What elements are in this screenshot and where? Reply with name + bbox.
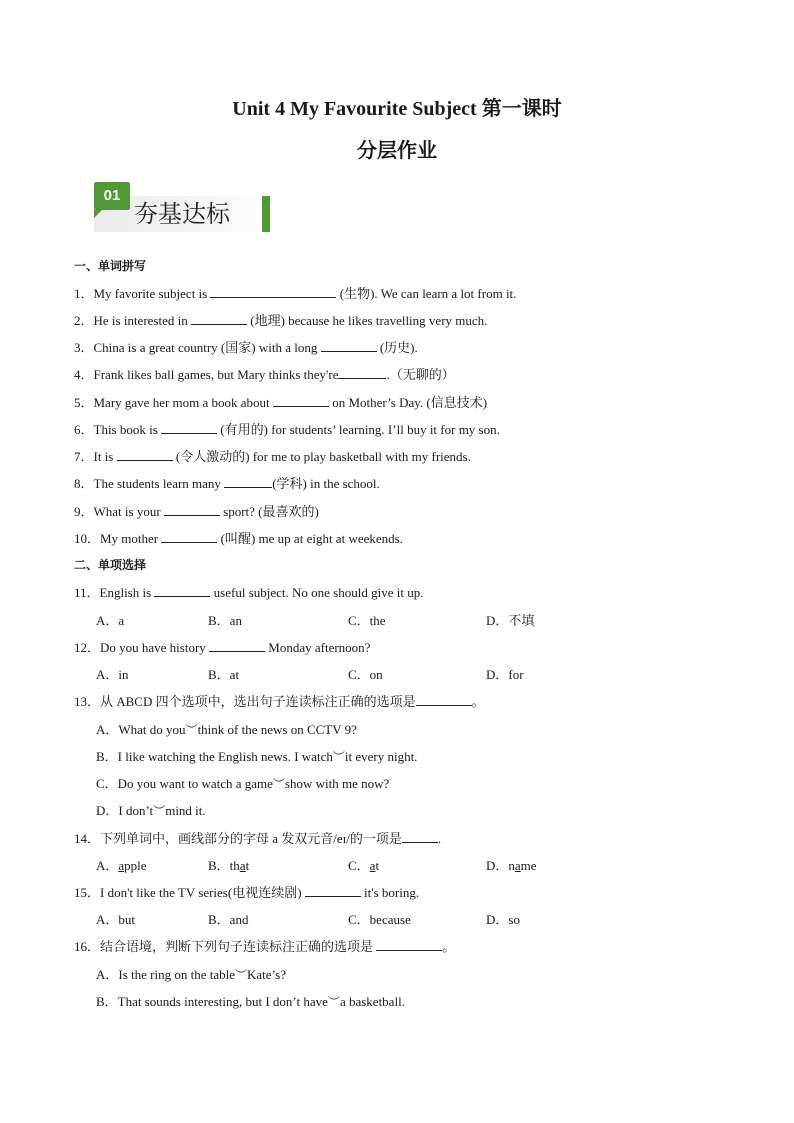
option-c[interactable]: C．on — [348, 667, 383, 682]
answer-blank[interactable] — [164, 503, 220, 516]
question-text: (历史). — [376, 340, 418, 355]
answer-blank[interactable] — [376, 938, 442, 951]
question-text: .（无聊的） — [386, 367, 455, 382]
answer-blank[interactable] — [402, 830, 438, 843]
option-text: A．Is the ring on the table — [96, 967, 235, 982]
question-text: useful subject. No one should give it up. — [210, 585, 424, 600]
question-text: 11．English is — [74, 585, 155, 600]
question-7 — [74, 448, 471, 466]
option-b[interactable] — [96, 993, 405, 1011]
option-d[interactable] — [96, 802, 206, 820]
question-text: 13．从 ABCD 四个选项中，选出句子连读标注正确的选项是 — [74, 694, 416, 709]
answer-blank[interactable] — [191, 312, 247, 325]
question-text: 1．My favorite subject is — [74, 286, 211, 301]
option-text: a basketball. — [339, 994, 405, 1009]
question-text: 6．This book is — [74, 422, 162, 437]
option-a[interactable]: A．in — [96, 667, 129, 682]
option-d[interactable]: D．so — [486, 912, 520, 927]
option-c[interactable]: C．because — [348, 912, 411, 927]
underlined-letter: a — [514, 858, 521, 873]
linking-mark-icon: ︶ — [327, 995, 340, 1009]
question-4 — [74, 366, 455, 384]
answer-blank[interactable] — [224, 475, 272, 488]
question-text: (生物). We can learn a lot from it. — [336, 286, 517, 301]
underlined-letter: a — [118, 858, 125, 873]
option-text: C．Do you want to watch a game — [96, 776, 273, 791]
question-10 — [74, 530, 403, 548]
question-text: (有用的) for students’ learning. I’ll buy it for my son. — [217, 422, 500, 437]
answer-blank[interactable] — [154, 584, 210, 597]
option-text: B．That sounds interesting, but I don’t have — [96, 994, 328, 1009]
section-heading-choice: 二、单项选择 — [74, 558, 147, 572]
option-text: B．I like watching the English news. I watch — [96, 749, 333, 764]
question-text: 9．What is your — [74, 504, 164, 519]
option-text: Kate’s? — [247, 967, 286, 982]
option-text: t — [245, 858, 250, 873]
answer-blank[interactable] — [273, 394, 329, 407]
question-text: 3．China is a great country (国家) with a long — [74, 340, 321, 355]
option-text: D．n — [486, 858, 515, 873]
option-text: show with me now? — [284, 776, 390, 791]
banner-number: 01 — [94, 182, 130, 210]
question-15 — [74, 884, 419, 902]
question-text: 2．He is interested in — [74, 313, 191, 328]
option-text: t — [375, 858, 380, 873]
linking-mark-icon: ︶ — [272, 777, 285, 791]
question-text: 8．The students learn many — [74, 476, 225, 491]
option-text: pple — [124, 858, 147, 873]
question-2 — [74, 312, 487, 330]
answer-blank[interactable] — [209, 639, 265, 652]
option-c[interactable] — [348, 857, 379, 875]
option-text: me — [520, 858, 537, 873]
answer-blank[interactable] — [161, 530, 217, 543]
answer-blank[interactable] — [416, 693, 472, 706]
linking-mark-icon: ︶ — [153, 804, 166, 818]
option-b[interactable]: B．at — [208, 667, 240, 682]
banner-label: 夯基达标 — [134, 200, 230, 228]
option-c[interactable] — [96, 775, 389, 793]
question-16 — [74, 938, 455, 956]
linking-mark-icon: ︶ — [235, 968, 248, 982]
question-text: (地理) because he likes travelling very much. — [246, 313, 488, 328]
banner-tail-icon — [94, 210, 102, 218]
option-text: A． — [96, 858, 119, 873]
underlined-letter: a — [369, 858, 376, 873]
question-5 — [74, 394, 487, 412]
question-text: 。 — [442, 939, 456, 954]
question-13 — [74, 693, 485, 711]
question-text: (叫醒) me up at eight at weekends. — [217, 531, 403, 546]
question-text: (令人激动的) for me to play basketball with my friends. — [172, 449, 471, 464]
question-text: 16．结合语境，判断下列句子连读标注正确的选项是 — [74, 939, 377, 954]
question-text: 4．Frank likes ball games, but Mary thinks they're — [74, 367, 339, 382]
option-text: C． — [348, 858, 370, 873]
question-text: on Mother’s Day. (信息技术) — [328, 395, 488, 410]
question-11 — [74, 584, 423, 602]
question-text: 12．Do you have history — [74, 640, 210, 655]
option-text: B．th — [208, 858, 240, 873]
question-text: 14．下列单词中，画线部分的字母 a 发双元音/eɪ/的一项是 — [74, 831, 402, 846]
answer-blank[interactable] — [161, 421, 217, 434]
page-title: Unit 4 My Favourite Subject 第一课时 — [232, 98, 562, 120]
option-d[interactable] — [486, 857, 537, 875]
question-text: it's boring. — [360, 885, 420, 900]
option-b[interactable] — [208, 857, 249, 875]
option-text: think of the news on CCTV 9? — [197, 722, 357, 737]
question-1 — [74, 285, 516, 303]
question-text: . — [437, 831, 442, 846]
option-b[interactable]: B．and — [208, 912, 249, 927]
option-a[interactable] — [96, 966, 286, 984]
linking-mark-icon: ︶ — [332, 750, 345, 764]
option-text: it every night. — [344, 749, 418, 764]
option-a[interactable]: A．a — [96, 613, 125, 628]
question-text: 7．It is — [74, 449, 117, 464]
banner-accent — [262, 196, 270, 232]
section-banner — [86, 182, 270, 234]
answer-blank[interactable] — [321, 339, 377, 352]
option-text: D．I don’t — [96, 803, 154, 818]
question-8 — [74, 475, 380, 493]
question-14 — [74, 830, 441, 848]
option-d[interactable]: D．for — [486, 667, 524, 682]
question-9 — [74, 503, 319, 521]
question-6 — [74, 421, 500, 439]
option-b[interactable] — [96, 748, 417, 766]
option-text: A．What do you — [96, 722, 186, 737]
option-a[interactable] — [96, 721, 357, 739]
option-a[interactable] — [96, 857, 147, 875]
question-text: 5．Mary gave her mom a book about — [74, 395, 273, 410]
option-c[interactable]: C．the — [348, 613, 386, 628]
answer-blank[interactable] — [210, 285, 336, 298]
page-subtitle: 分层作业 — [357, 140, 437, 162]
section-heading-spelling: 一、单词拼写 — [74, 259, 147, 273]
question-text: Monday afternoon? — [265, 640, 371, 655]
question-text: (学科) in the school. — [272, 476, 380, 491]
option-a[interactable]: A．but — [96, 912, 136, 927]
answer-blank[interactable] — [117, 448, 173, 461]
linking-mark-icon: ︶ — [185, 723, 198, 737]
option-text: mind it. — [165, 803, 206, 818]
option-b[interactable]: B．an — [208, 613, 242, 628]
option-d[interactable]: D．不填 — [486, 613, 535, 628]
answer-blank[interactable] — [338, 366, 386, 379]
question-3 — [74, 339, 418, 357]
question-12 — [74, 639, 370, 657]
question-text: 。 — [471, 694, 485, 709]
question-text: sport? (最喜欢的) — [219, 504, 319, 519]
answer-blank[interactable] — [305, 884, 361, 897]
underlined-letter: a — [239, 858, 246, 873]
question-text: 10．My mother — [74, 531, 162, 546]
question-text: 15．I don't like the TV series(电视连续剧) — [74, 885, 305, 900]
